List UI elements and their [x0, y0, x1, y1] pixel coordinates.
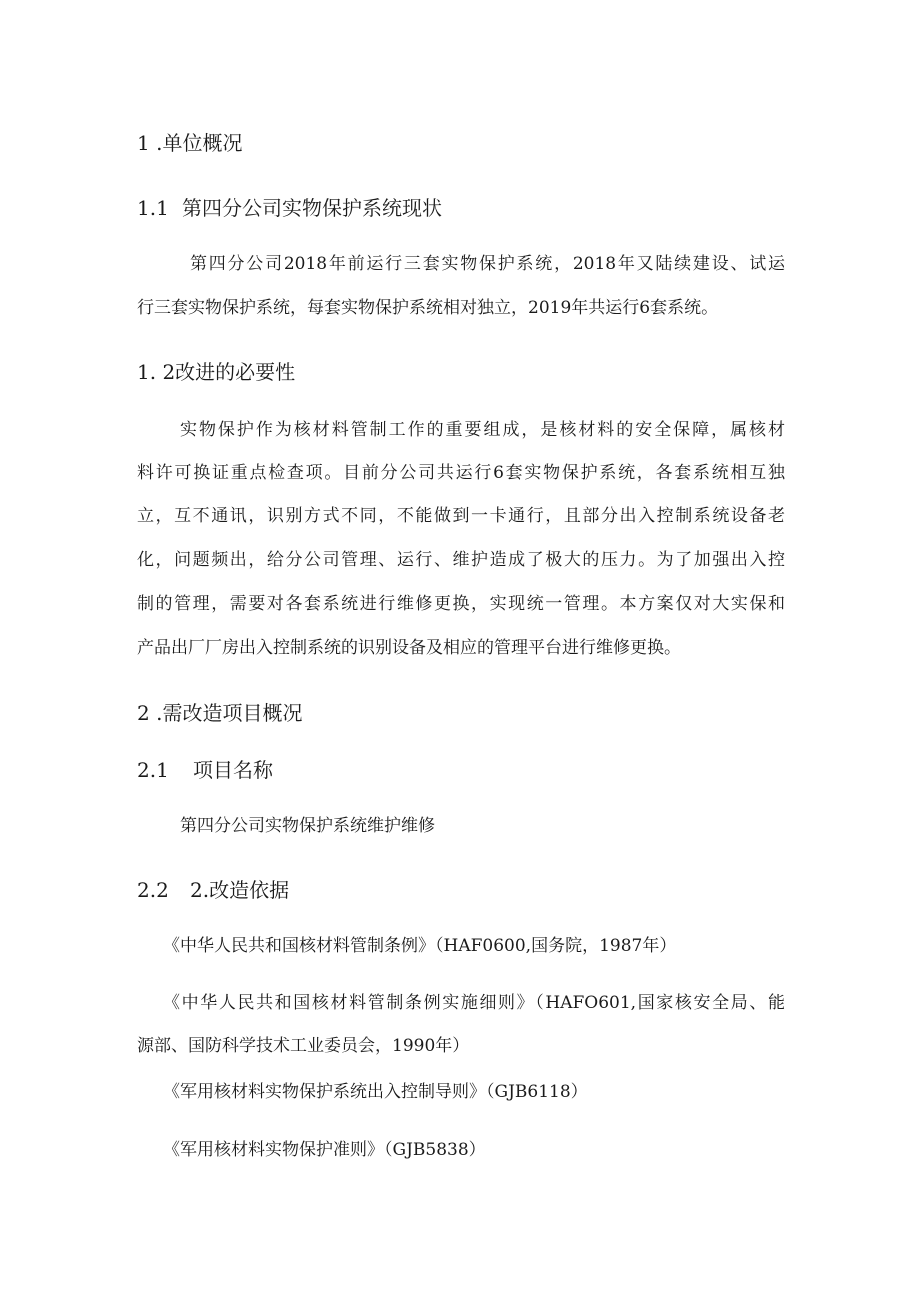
- section-1-1-paragraph-line: 第四分公司2018年前运行三套实物保护系统，2018年又陆续建设、试运: [190, 254, 785, 274]
- section-1-2-heading: 1. 2改进的必要性: [137, 360, 296, 384]
- reference-item: 《军用核材料实物保护系统出入控制导则》（GJB6118）: [163, 1082, 588, 1102]
- project-name-text: 第四分公司实物保护系统维护维修: [180, 816, 435, 836]
- section-1-heading: 1 .单位概况: [137, 131, 243, 155]
- section-1-1-title: 第四分公司实物保护系统现状: [182, 196, 442, 220]
- section-2-heading: 2 .需改造项目概况: [137, 701, 303, 725]
- reference-item: 《中华人民共和国核材料管制条例》（HAF0600,国务院，1987年）: [163, 936, 677, 956]
- section-2-1-title: 项目名称: [193, 758, 273, 782]
- section-2-2-title: 2.改造依据: [190, 878, 290, 902]
- section-1-2-paragraph-line: 产品出厂厂房出入控制系统的识别设备及相应的管理平台进行维修更换。: [137, 638, 681, 658]
- reference-item-continuation: 源部、国防科学技术工业委员会，1990年）: [137, 1036, 470, 1056]
- reference-item: 《军用核材料实物保护准则》（GJB5838）: [163, 1140, 486, 1160]
- section-1-2-paragraph-line: 实物保护作为核材料管制工作的重要组成，是核材料的安全保障，属核材: [180, 420, 785, 440]
- reference-item: 《中华人民共和国核材料管制条例实施细则》（HAFO601,国家核安全局、能: [163, 993, 785, 1013]
- section-1-1-paragraph-line: 行三套实物保护系统，每套实物保护系统相对独立，2019年共运行6套系统。: [137, 298, 719, 318]
- section-2-2-number: 2.2: [137, 878, 169, 902]
- section-1-2-paragraph-line: 化，问题频出，给分公司管理、运行、维护造成了极大的压力。为了加强出入控: [137, 550, 785, 570]
- section-1-2-paragraph-line: 立，互不通讯，识别方式不同，不能做到一卡通行，且部分出入控制系统设备老: [137, 506, 785, 526]
- section-1-2-paragraph-line: 料许可换证重点检查项。目前分公司共运行6套实物保护系统，各套系统相互独: [137, 463, 785, 483]
- section-1-1-number: 1.1: [137, 196, 169, 220]
- section-1-2-paragraph-line: 制的管理，需要对各套系统进行维修更换，实现统一管理。本方案仅对大实保和: [137, 594, 785, 614]
- section-2-1-number: 2.1: [137, 758, 169, 782]
